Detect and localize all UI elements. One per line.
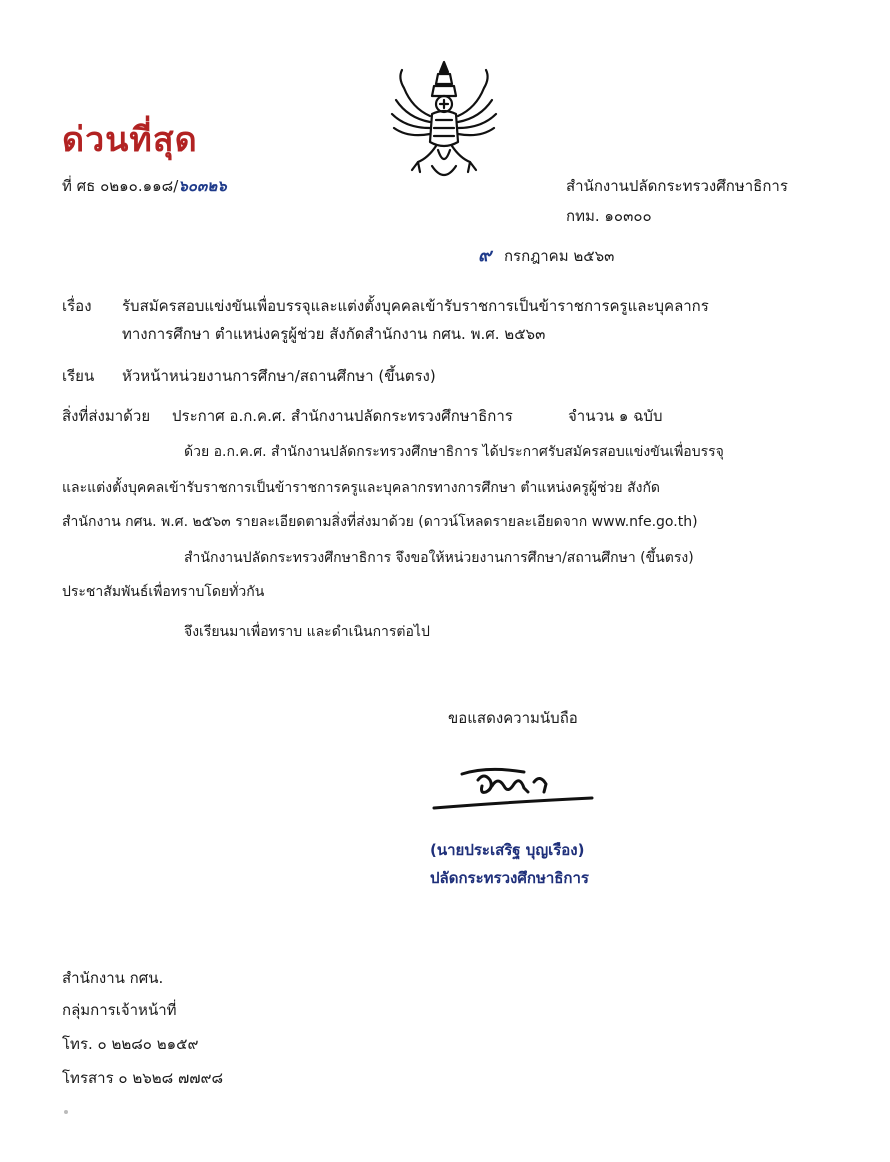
footer-phone: โทร. ๐ ๒๒๘๐ ๒๑๕๙ [62, 1035, 199, 1053]
body-p1-line-3: สำนักงาน กศน. พ.ศ. ๒๕๖๓ รายละเอียดตามสิ่งที่ส่งมาด้วย (ดาวน์โหลดรายละเอียดจาก www.nfe.go.th) [62, 514, 698, 530]
garuda-emblem-icon [384, 58, 504, 190]
body-p2-line-1: สำนักงานปลัดกระทรวงศึกษาธิการ จึงขอให้หน่วยงานการศึกษา/สถานศึกษา (ขึ้นตรง) [184, 550, 694, 566]
enclosure-value: ประกาศ อ.ก.ค.ศ. สำนักงานปลัดกระทรวงศึกษาธิการ [172, 407, 513, 425]
body-p1-line-1: ด้วย อ.ก.ค.ศ. สำนักงานปลัดกระทรวงศึกษาธิการ ได้ประกาศรับสมัครสอบแข่งขันเพื่อบรรจุ [184, 444, 724, 460]
subject-line-2: ทางการศึกษา ตำแหน่งครูผู้ช่วย สังกัดสำนักงาน กศน. พ.ศ. ๒๕๖๓ [122, 325, 546, 343]
signer-name: (นายประเสริฐ บุญเรือง) [430, 841, 585, 859]
scan-speck [64, 1110, 68, 1114]
subject-line-1: รับสมัครสอบแข่งขันเพื่อบรรจุและแต่งตั้งบุคคลเข้ารับราชการเป็นข้าราชการครูและบุคลากร [122, 297, 709, 315]
body-p1-line-2: และแต่งตั้งบุคคลเข้ารับราชการเป็นข้าราชการครูและบุคลากรทางการศึกษา ตำแหน่งครูผู้ช่วย สังกัด [62, 480, 661, 496]
footer-division: กลุ่มการเจ้าหน้าที่ [62, 1001, 177, 1019]
subject-label: เรื่อง [62, 297, 92, 315]
letter-date [478, 246, 614, 266]
footer-fax: โทรสาร ๐ ๒๖๒๘ ๗๗๙๘ [62, 1069, 224, 1087]
office-address: กทม. ๑๐๓๐๐ [566, 207, 652, 225]
to-value: หัวหน้าหน่วยงานการศึกษา/สถานศึกษา (ขึ้นตรง) [122, 367, 436, 385]
office-name: สำนักงานปลัดกระทรวงศึกษาธิการ [566, 177, 788, 195]
date-day: ๙ [478, 245, 492, 266]
body-p2-line-2: ประชาสัมพันธ์เพื่อทราบโดยทั่วกัน [62, 584, 265, 600]
reference-prefix: ที่ ศธ ๐๒๑๐.๑๑๘/ [62, 177, 179, 195]
reference-number [62, 176, 227, 196]
urgent-label: ด่วนที่สุด [62, 120, 198, 160]
reference-handwritten: ๖๐๓๒๖ [178, 177, 227, 195]
date-month-year: กรกฎาคม ๒๕๖๓ [503, 247, 615, 265]
signer-title: ปลัดกระทรวงศึกษาธิการ [430, 869, 589, 887]
enclosure-count: จำนวน ๑ ฉบับ [568, 407, 663, 425]
enclosure-label: สิ่งที่ส่งมาด้วย [62, 407, 151, 425]
footer-office: สำนักงาน กศน. [62, 969, 164, 987]
to-label: เรียน [62, 367, 95, 385]
handwritten-signature [428, 762, 598, 822]
body-p3-line-1: จึงเรียนมาเพื่อทราบ และดำเนินการต่อไป [184, 624, 430, 640]
closing-regards: ขอแสดงความนับถือ [448, 709, 578, 727]
